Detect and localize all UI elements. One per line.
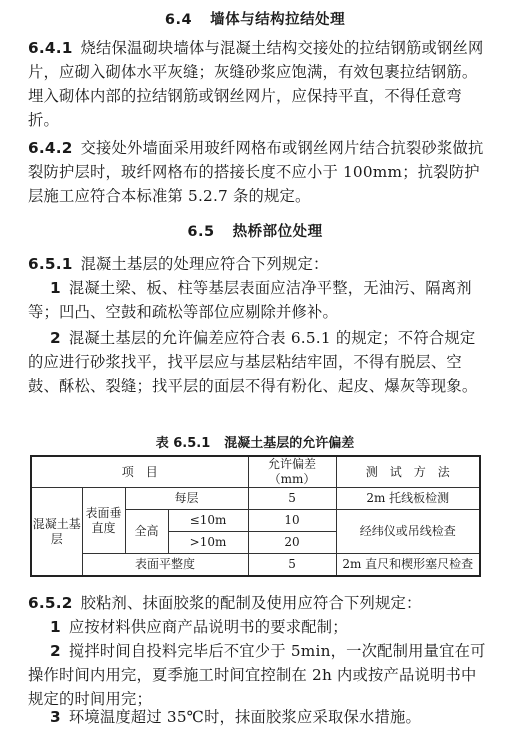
clause-6-5-1 (28, 252, 490, 276)
deviation-table (30, 455, 481, 577)
item-number: 3 (50, 708, 61, 726)
item-text: 混凝土梁、板、柱等基层表面应洁净平整，无油污、隔离剂等；凹凸、空鼓和疏松等部位应剔除并修补。 (28, 279, 472, 321)
list-item (28, 705, 490, 729)
table-title: 混凝土基层的允许偏差 (224, 436, 355, 451)
header-method: 测 试 方 法 (336, 456, 480, 488)
gt10-cell: >10m (168, 532, 248, 554)
item-number: 1 (50, 279, 61, 297)
item-number: 2 (50, 642, 61, 660)
table-row (31, 488, 480, 510)
clause-text: 交接处外墙面采用玻纤网格布或钢丝网片结合抗裂砂浆做抗裂防护层时，玻纤网格布的搭接长度不应小于 100mm；抗裂防护层施工应符合本标准第 5.2.7 条的规定。 (28, 139, 484, 205)
clause-text: 烧结保温砌块墙体与混凝土结构交接处的拉结钢筋或钢丝网片，应砌入砌体水平灰缝；灰缝砂浆应饱满，有效包裹拉结钢筋。埋入砌体内部的拉结钢筋或钢丝网片，应保持平直，不得任意弯折。 (28, 39, 484, 129)
table-number: 表 6.5.1 (155, 436, 211, 451)
item-text: 应按材料供应商产品说明书的要求配制； (68, 618, 348, 636)
flatness-cell: 表面平整度 (82, 554, 248, 577)
section-title: 热桥部位处理 (232, 224, 323, 240)
item-text: 混凝土基层的允许偏差应符合表 6.5.1 的规定；不符合规定的应进行砂浆找平，找平层应与基层粘结牢固，不得有脱层、空鼓、酥松、裂缝；找平层的面层不得有粉化、起皮、爆灰等现象。 (28, 329, 478, 395)
per-floor-deviation: 5 (248, 488, 336, 510)
section-number: 6.5 (187, 224, 215, 240)
header-item: 项 目 (31, 456, 248, 488)
clause-6-4-1 (28, 36, 490, 132)
total-method: 经纬仪或吊线检查 (336, 510, 480, 554)
item-number: 1 (50, 618, 61, 636)
list-item (28, 326, 490, 398)
table-caption (0, 432, 510, 451)
item-text: 环境温度超过 35℃时，抹面胶浆应采取保水措施。 (68, 708, 422, 726)
item-number: 2 (50, 329, 61, 347)
group-cell: 混凝土基层 (31, 488, 82, 577)
list-item (28, 615, 490, 639)
header-deviation: 允许偏差（mm） (248, 456, 336, 488)
clause-number: 6.5.1 (28, 255, 73, 273)
item-text: 搅拌时间自投料完毕后不宜少于 5min，一次配制用量宜在可操作时间内用完，夏季施工时间宜控制在 2h 内或按产品说明书中规定的时间用完； (28, 642, 486, 708)
clause-text: 混凝土基层的处理应符合下列规定： (80, 255, 329, 273)
table-row (31, 554, 480, 577)
clause-number: 6.5.2 (28, 594, 73, 612)
clause-number: 6.4.2 (28, 139, 73, 157)
section-title: 墙体与结构拉结处理 (210, 12, 346, 28)
per-floor-method: 2m 托线板检测 (336, 488, 480, 510)
clause-6-5-2 (28, 591, 490, 615)
clause-6-4-2 (28, 136, 490, 208)
verticality-cell: 表面垂直度 (82, 488, 125, 554)
le10-cell: ≤10m (168, 510, 248, 532)
section-heading-6-4 (0, 8, 510, 29)
table-header-row (31, 456, 480, 488)
flatness-deviation: 5 (248, 554, 336, 577)
list-item (28, 639, 490, 711)
list-item (28, 276, 490, 324)
gt10-deviation: 20 (248, 532, 336, 554)
clause-text: 胶粘剂、抹面胶浆的配制及使用应符合下列规定： (80, 594, 422, 612)
flatness-method: 2m 直尺和楔形塞尺检查 (336, 554, 480, 577)
le10-deviation: 10 (248, 510, 336, 532)
total-height-cell: 全高 (125, 510, 168, 554)
section-number: 6.4 (164, 12, 193, 28)
clause-number: 6.4.1 (28, 39, 73, 57)
per-floor-cell: 每层 (125, 488, 248, 510)
section-heading-6-5 (0, 220, 510, 241)
